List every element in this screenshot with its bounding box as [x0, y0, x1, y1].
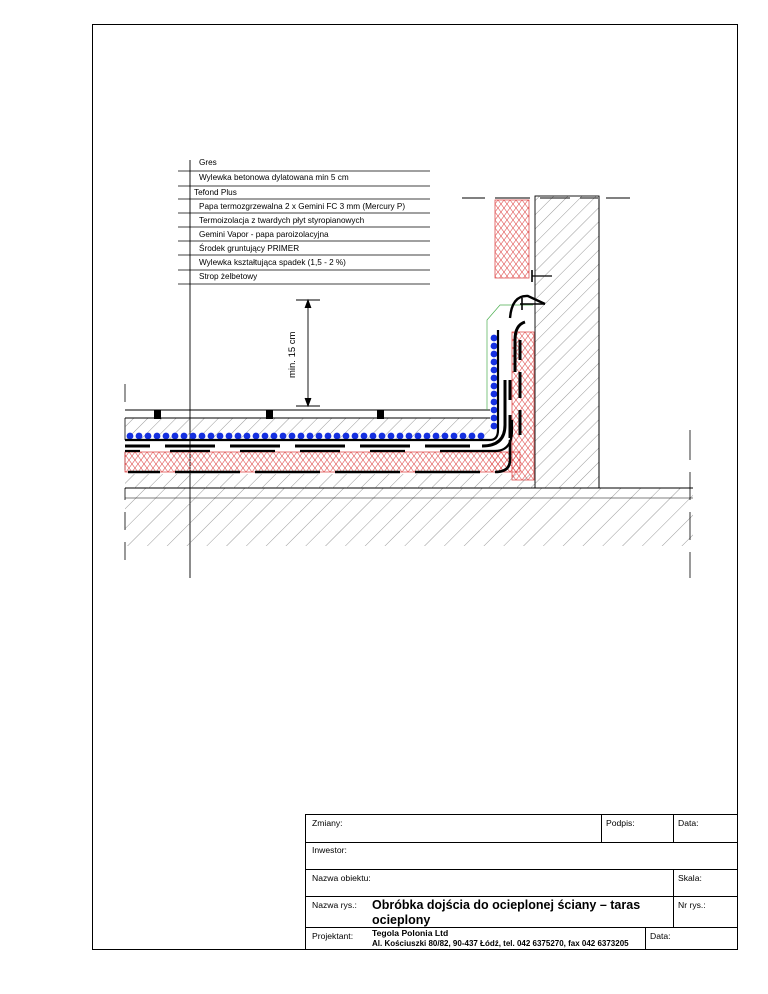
tefond-dot [226, 433, 233, 440]
tefond-dot [433, 433, 440, 440]
tile-joint-3 [377, 410, 384, 419]
tefond-dot [491, 399, 498, 406]
designer-label: Projektant: [312, 931, 354, 941]
legend-slope: Wylewka kształtująca spadek (1,5 - 2 %) [199, 258, 346, 267]
tefond-dot [307, 433, 314, 440]
tefond-dot [478, 433, 485, 440]
company-name: Tegola Polonia Ltd [372, 928, 449, 938]
date2-label: Data: [650, 931, 671, 941]
company-address: Al. Kościuszki 80/82, 90-437 Łódź, tel. 042 6375270, fax 042 6373205 [372, 939, 629, 948]
tefond-dot [208, 433, 215, 440]
changes-label: Zmiany: [312, 818, 343, 828]
tefond-dot [388, 433, 395, 440]
tefond-dot [280, 433, 287, 440]
tefond-dot [491, 351, 498, 358]
tefond-dot [316, 433, 323, 440]
tefond-dot [442, 433, 449, 440]
legend-slab: Strop żelbetowy [199, 272, 258, 281]
drawing-no-label: Nr rys.: [678, 900, 706, 910]
legend-screed: Wylewka betonowa dylatowana min 5 cm [199, 173, 349, 182]
tefond-dot [154, 433, 161, 440]
tefond-dot [325, 433, 332, 440]
tefond-dot [491, 375, 498, 382]
tefond-dot [136, 433, 143, 440]
tefond-dot [361, 433, 368, 440]
legend-insulation: Termoizolacja z twardych płyt styropianowych [199, 216, 365, 225]
tefond-dot [298, 433, 305, 440]
tefond-dot [451, 433, 458, 440]
tefond-dot [460, 433, 467, 440]
tefond-dot [334, 433, 341, 440]
tefond-dot [199, 433, 206, 440]
tefond-dot [415, 433, 422, 440]
tefond-dots-vertical [491, 335, 498, 430]
tefond-dot [491, 391, 498, 398]
tefond-dot [235, 433, 242, 440]
drawing-title: Obróbka dojścia do ocieplonej ściany – taras ocieplony [372, 898, 641, 927]
tefond-dot [262, 433, 269, 440]
tefond-dot [491, 335, 498, 342]
tefond-dot [491, 423, 498, 430]
tefond-dot [370, 433, 377, 440]
tefond-dot [491, 383, 498, 390]
slope-screed [125, 474, 535, 488]
tefond-dot [163, 433, 170, 440]
scale-label: Skala: [678, 873, 702, 883]
tefond-dot [469, 433, 476, 440]
legend-membrane: Papa termozgrzewalna 2 x Gemini FC 3 mm (Mercury P) [199, 202, 406, 211]
drawing-name-label: Nazwa rys.: [312, 900, 357, 910]
concrete-slab [125, 488, 693, 546]
signature-label: Podpis: [606, 818, 635, 828]
tefond-dot [491, 367, 498, 374]
tefond-dot [406, 433, 413, 440]
tefond-dot [424, 433, 431, 440]
tefond-dot [379, 433, 386, 440]
tefond-dot [352, 433, 359, 440]
tefond-dot [289, 433, 296, 440]
tefond-dot [217, 433, 224, 440]
upper-wall-insulation [495, 200, 529, 278]
legend-vapor: Gemini Vapor - papa paroizolacyjna [199, 230, 329, 239]
tefond-dot [271, 433, 278, 440]
legend-tefond: Tefond Plus [194, 188, 237, 197]
tefond-dot [491, 359, 498, 366]
tefond-dot [253, 433, 260, 440]
tefond-dot [491, 415, 498, 422]
tefond-dot [127, 433, 134, 440]
date-label: Data: [678, 818, 699, 828]
object-label: Nazwa obiektu: [312, 873, 371, 883]
wall [535, 196, 599, 488]
tefond-dot [172, 433, 179, 440]
tefond-dot [491, 407, 498, 414]
tefond-dot [491, 343, 498, 350]
tefond-dot [145, 433, 152, 440]
dimension-label: min. 15 cm [287, 331, 298, 378]
tefond-dot [190, 433, 197, 440]
legend-primer: Środek gruntujący PRIMER [199, 244, 300, 253]
legend-gres: Gres [199, 158, 217, 167]
investor-label: Inwestor: [312, 845, 347, 855]
tefond-dot [343, 433, 350, 440]
tefond-dot [397, 433, 404, 440]
tile-joint-2 [266, 410, 273, 419]
dimension-min-15cm [296, 300, 320, 406]
tile-joint-1 [154, 410, 161, 419]
tefond-dot [181, 433, 188, 440]
tefond-dot [244, 433, 251, 440]
floor-insulation [125, 452, 520, 472]
